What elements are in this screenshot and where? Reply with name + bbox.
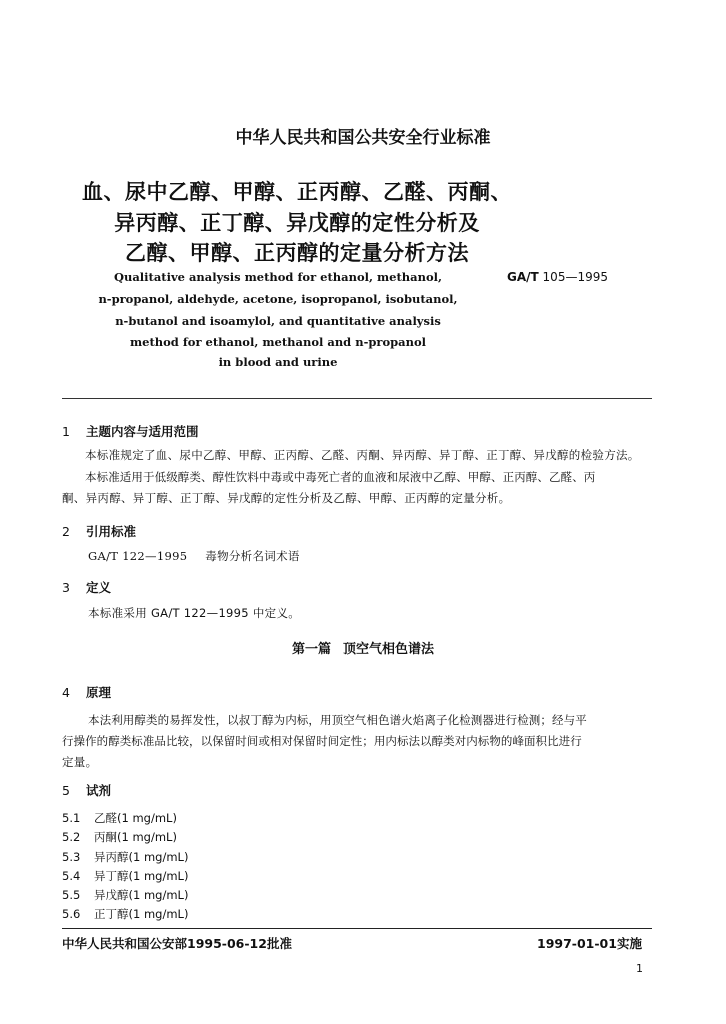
reagent-text: 正丁醇(1 mg/mL)	[94, 907, 189, 921]
reference-standard	[88, 548, 300, 564]
section-4-line-3: 定量。	[62, 755, 98, 769]
section-1-heading	[62, 422, 199, 440]
approval-statement: 中华人民共和国公安部1995-06-12批准	[62, 936, 292, 951]
reagent-item	[62, 849, 188, 865]
reagent-item	[62, 906, 188, 922]
reagent-number: 5.4	[62, 869, 81, 883]
part-1-title: 顶空气相色谱法	[343, 642, 435, 657]
reagent-item	[62, 887, 188, 903]
issuing-authority: 中华人民共和国公共安全行业标准	[235, 128, 491, 148]
reagent-number: 5.1	[62, 811, 81, 825]
section-4-line-2: 行操作的醇类标准品比较，以保留时间或相对保留时间定性；用内标法以醇类对内标物的峰面积比进行	[62, 734, 582, 748]
english-title-line-3: n-butanol and isoamylol, and quantitative analysis	[115, 314, 441, 328]
title-line-1: 血、尿中乙醇、甲醇、正丙醇、乙醛、丙酮、	[82, 180, 512, 204]
reagent-number: 5.2	[62, 830, 81, 844]
section-1-title: 主题内容与适用范围	[86, 424, 199, 439]
section-4-heading	[62, 683, 111, 701]
reagent-text: 异丁醇(1 mg/mL)	[94, 869, 189, 883]
reagent-number: 5.5	[62, 888, 81, 902]
header-divider	[62, 398, 652, 399]
effective-date: 1997-01-01实施	[537, 936, 642, 951]
english-title-line-2: n-propanol, aldehyde, acetone, isopropanol, isobutanol,	[98, 292, 458, 306]
english-title-line-1: Qualitative analysis method for ethanol, methanol,	[113, 270, 443, 284]
section-3-heading	[62, 578, 111, 596]
english-title-line-4: method for ethanol, methanol and n-propanol	[129, 335, 427, 349]
reagent-text: 异丙醇(1 mg/mL)	[94, 850, 189, 864]
footer-divider	[62, 928, 652, 929]
english-title-line-5: in blood and urine	[218, 355, 338, 369]
page-number: 1	[636, 962, 643, 975]
reagent-number: 5.3	[62, 850, 81, 864]
section-3-number: 3	[62, 580, 70, 595]
section-1-paragraph-2-line-1: 本标准适用于低级醇类、醇性饮料中毒或中毒死亡者的血液和尿液中乙醇、甲醇、正丙醇、乙醛、丙	[85, 470, 596, 484]
reagent-number: 5.6	[62, 907, 81, 921]
section-4-title: 原理	[86, 685, 112, 700]
title-line-3: 乙醇、甲醇、正丙醇的定量分析方法	[125, 241, 469, 265]
section-3-text: 本标准采用 GA/T 122—1995 中定义。	[88, 606, 301, 620]
section-2-number: 2	[62, 524, 70, 539]
reagent-item	[62, 810, 177, 826]
reagent-item	[62, 829, 177, 845]
section-3-title: 定义	[86, 580, 112, 595]
reagent-text: 乙醛(1 mg/mL)	[94, 811, 177, 825]
section-5-heading	[62, 781, 111, 799]
section-2-heading	[62, 522, 136, 540]
reference-standard-title: 毒物分析名词术语	[205, 549, 300, 563]
part-1-label: 第一篇	[291, 642, 331, 657]
title-line-2: 异丙醇、正丁醇、异戊醇的定性分析及	[114, 211, 480, 235]
standard-code-number: 105—1995	[542, 270, 608, 284]
reagent-text: 异戊醇(1 mg/mL)	[94, 888, 189, 902]
section-1-paragraph-1: 本标准规定了血、尿中乙醇、甲醇、正丙醇、乙醛、丙酮、异丙醇、异丁醇、正丁醇、异戊醇的检验方法。	[85, 448, 640, 462]
part-1-heading	[0, 638, 726, 657]
section-5-title: 试剂	[86, 783, 112, 798]
section-5-number: 5	[62, 783, 70, 798]
reagent-item	[62, 868, 188, 884]
standard-code-prefix: GA/T	[507, 270, 539, 284]
standard-code	[507, 270, 608, 284]
section-4-number: 4	[62, 685, 70, 700]
reagent-text: 丙酮(1 mg/mL)	[94, 830, 177, 844]
section-4-line-1: 本法利用醇类的易挥发性，以叔丁醇为内标，用顶空气相色谱火焰离子化检测器进行检测；经与平	[88, 713, 587, 727]
section-1-paragraph-2-line-2: 酮、异丙醇、异丁醇、正丁醇、异戊醇的定性分析及乙醇、甲醇、正丙醇的定量分析。	[62, 491, 511, 505]
section-2-title: 引用标准	[86, 524, 137, 539]
section-1-number: 1	[62, 424, 70, 439]
reference-standard-code: GA/T 122—1995	[88, 549, 188, 563]
